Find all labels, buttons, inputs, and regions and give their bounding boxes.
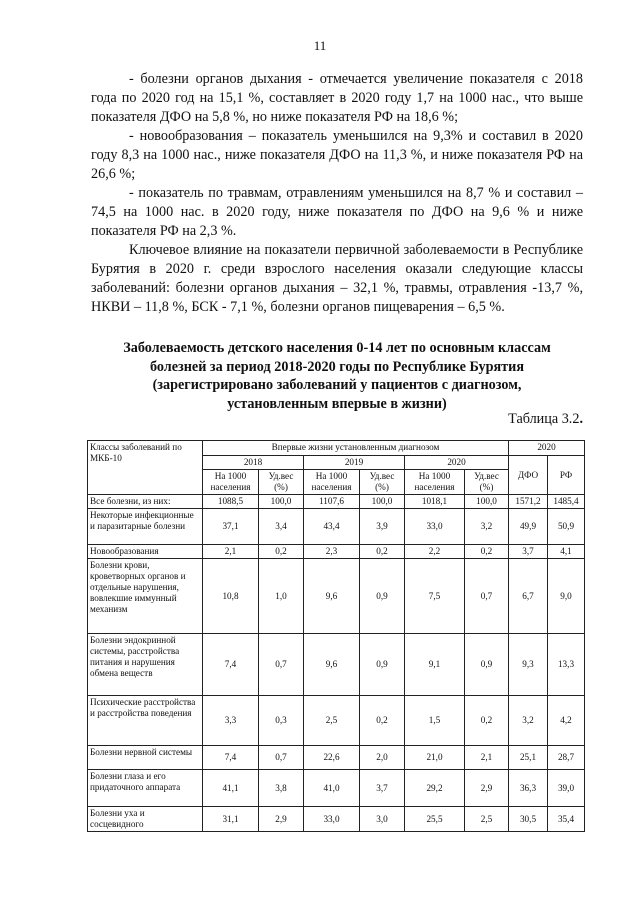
cell: 2,0	[360, 746, 405, 770]
cell: 100,0	[360, 495, 405, 509]
table-number-dot: .	[579, 411, 583, 427]
cell: 1,5	[405, 696, 465, 746]
cell: 7,4	[203, 746, 259, 770]
page-number: 11	[313, 38, 327, 53]
table-row	[88, 746, 585, 770]
cell: 9,1	[405, 634, 465, 696]
cell: 9,6	[304, 559, 360, 634]
cell: 2,1	[465, 746, 509, 770]
row-label: Некоторые инфекционные и паразитарные болезни	[88, 509, 203, 545]
row-label: Болезни эндокринной системы, расстройства питания и нарушения обмена веществ	[88, 634, 203, 696]
table-title-line: Заболеваемость детского населения 0-14 лет по основным классам	[123, 340, 551, 356]
table-row	[88, 634, 585, 696]
cell: 7,4	[203, 634, 259, 696]
table-row	[88, 807, 585, 832]
cell: 29,2	[405, 770, 465, 807]
cell: 1485,4	[548, 495, 585, 509]
morbidity-table	[87, 440, 585, 832]
cell: 3,4	[259, 509, 304, 545]
cell: 35,4	[548, 807, 585, 832]
table-row	[88, 509, 585, 545]
table-row	[88, 545, 585, 559]
cell: 0,3	[259, 696, 304, 746]
cell: 100,0	[465, 495, 509, 509]
cell: 3,7	[360, 770, 405, 807]
row-label: Болезни нервной системы	[88, 746, 203, 770]
cell: 36,3	[509, 770, 548, 807]
body-text	[91, 70, 583, 317]
row-label: Болезни уха и сосцевидного	[88, 807, 203, 832]
cell: 9,6	[304, 634, 360, 696]
cell: 0,9	[360, 559, 405, 634]
cell: 2,5	[304, 696, 360, 746]
cell: 2,9	[259, 807, 304, 832]
cell: 13,3	[548, 634, 585, 696]
row-label: Болезни крови, кроветворных органов и отдельные нарушения, вовлекшие иммунный механизм	[88, 559, 203, 634]
cell: 50,9	[548, 509, 585, 545]
table-row	[88, 770, 585, 807]
rf-header: РФ	[548, 456, 585, 495]
cell: 2,1	[203, 545, 259, 559]
cell: 43,4	[304, 509, 360, 545]
cell: 9,0	[548, 559, 585, 634]
cell: 0,2	[259, 545, 304, 559]
cell: 22,6	[304, 746, 360, 770]
cell: 1088,5	[203, 495, 259, 509]
cell: 33,0	[304, 807, 360, 832]
cell: 0,9	[465, 634, 509, 696]
cell: 39,0	[548, 770, 585, 807]
table-row	[88, 559, 585, 634]
class-column-header: Классы заболеваний по МКБ-10	[88, 441, 203, 495]
year-header: 2019	[304, 456, 405, 470]
cell: 1571,2	[509, 495, 548, 509]
cell: 2,9	[465, 770, 509, 807]
year-header-2020-comparison: 2020	[509, 441, 585, 456]
cell: 41,0	[304, 770, 360, 807]
cell: 2,3	[304, 545, 360, 559]
cell: 2,5	[465, 807, 509, 832]
cell: 0,9	[360, 634, 405, 696]
cell: 0,2	[360, 545, 405, 559]
table-number	[508, 411, 583, 428]
cell: 3,2	[465, 509, 509, 545]
table-title	[91, 339, 583, 413]
table-title-line: установленным впервые в жизни)	[227, 395, 447, 412]
year-header: 2018	[203, 456, 304, 470]
cell: 100,0	[259, 495, 304, 509]
table-row	[88, 696, 585, 746]
table-title-line: (зарегистрировано заболеваний у пациентов с диагнозом,	[152, 377, 522, 393]
cell: 10,8	[203, 559, 259, 634]
cell: 21,0	[405, 746, 465, 770]
paragraph: - новообразования – показатель уменьшился на 9,3% и составил в 2020 году 8,3 на 1000 нас., ниже показателя ДФО на 11,3 %, и ниже показателя РФ на 26,6 %;	[91, 128, 583, 182]
table-number-label: Таблица 3.2	[508, 411, 580, 427]
group-header: Впервые жизни установленным диагнозом	[203, 441, 509, 456]
cell: 37,1	[203, 509, 259, 545]
row-label: Все болезни, из них:	[88, 495, 203, 509]
cell: 0,2	[360, 696, 405, 746]
paragraph: - болезни органов дыхания - отмечается увеличение показателя с 2018 года по 2020 год на 15,1 %, составляет в 2020 году 1,7 на 1000 нас., что выше показателя ДФО на 5,8 %, но ниже показателя РФ на 18,6 %;	[91, 71, 583, 125]
cell: 41,1	[203, 770, 259, 807]
cell: 2,2	[405, 545, 465, 559]
cell: 3,3	[203, 696, 259, 746]
share-header: Уд.вес (%)	[360, 470, 405, 495]
cell: 4,2	[548, 696, 585, 746]
cell: 1018,1	[405, 495, 465, 509]
cell: 0,7	[465, 559, 509, 634]
cell: 49,9	[509, 509, 548, 545]
cell: 3,7	[509, 545, 548, 559]
cell: 28,7	[548, 746, 585, 770]
table-row	[88, 495, 585, 509]
cell: 0,2	[465, 696, 509, 746]
share-header: Уд.вес (%)	[465, 470, 509, 495]
cell: 25,1	[509, 746, 548, 770]
cell: 25,5	[405, 807, 465, 832]
year-header: 2020	[405, 456, 509, 470]
paragraph: Ключевое влияние на показатели первичной заболеваемости в Республике Бурятия в 2020 г. среди взрослого населения оказали следующие классы заболеваний: болезни органов дыхания – 32,1 %, травмы, отравления -13,7 %, НКВИ – 11,8 %, БСК - 7,1 %, болезни органов пищеварения – 6,5 %.	[91, 242, 583, 315]
cell: 3,8	[259, 770, 304, 807]
cell: 33,0	[405, 509, 465, 545]
cell: 9,3	[509, 634, 548, 696]
cell: 0,7	[259, 746, 304, 770]
cell: 0,2	[465, 545, 509, 559]
row-label: Новообразования	[88, 545, 203, 559]
per1000-header: На 1000 населения	[405, 470, 465, 495]
row-label: Болезни глаза и его придаточного аппарата	[88, 770, 203, 807]
cell: 6,7	[509, 559, 548, 634]
cell: 1107,6	[304, 495, 360, 509]
cell: 30,5	[509, 807, 548, 832]
cell: 1,0	[259, 559, 304, 634]
dfo-header: ДФО	[509, 456, 548, 495]
table-title-line: болезней за период 2018-2020 годы по Республике Бурятия	[149, 358, 525, 375]
paragraph: - показатель по травмам, отравлениям уменьшился на 8,7 % и составил – 74,5 на 1000 нас. в 2020 году, ниже показателя по ДФО на 9,6 % и ниже показателя РФ на 2,3 %.	[91, 185, 583, 239]
cell: 0,7	[259, 634, 304, 696]
per1000-header: На 1000 населения	[304, 470, 360, 495]
cell: 31,1	[203, 807, 259, 832]
cell: 3,0	[360, 807, 405, 832]
cell: 3,9	[360, 509, 405, 545]
cell: 7,5	[405, 559, 465, 634]
cell: 4,1	[548, 545, 585, 559]
share-header: Уд.вес (%)	[259, 470, 304, 495]
row-label: Психические расстройства и расстройства поведения	[88, 696, 203, 746]
cell: 3,2	[509, 696, 548, 746]
per1000-header: На 1000 населения	[203, 470, 259, 495]
